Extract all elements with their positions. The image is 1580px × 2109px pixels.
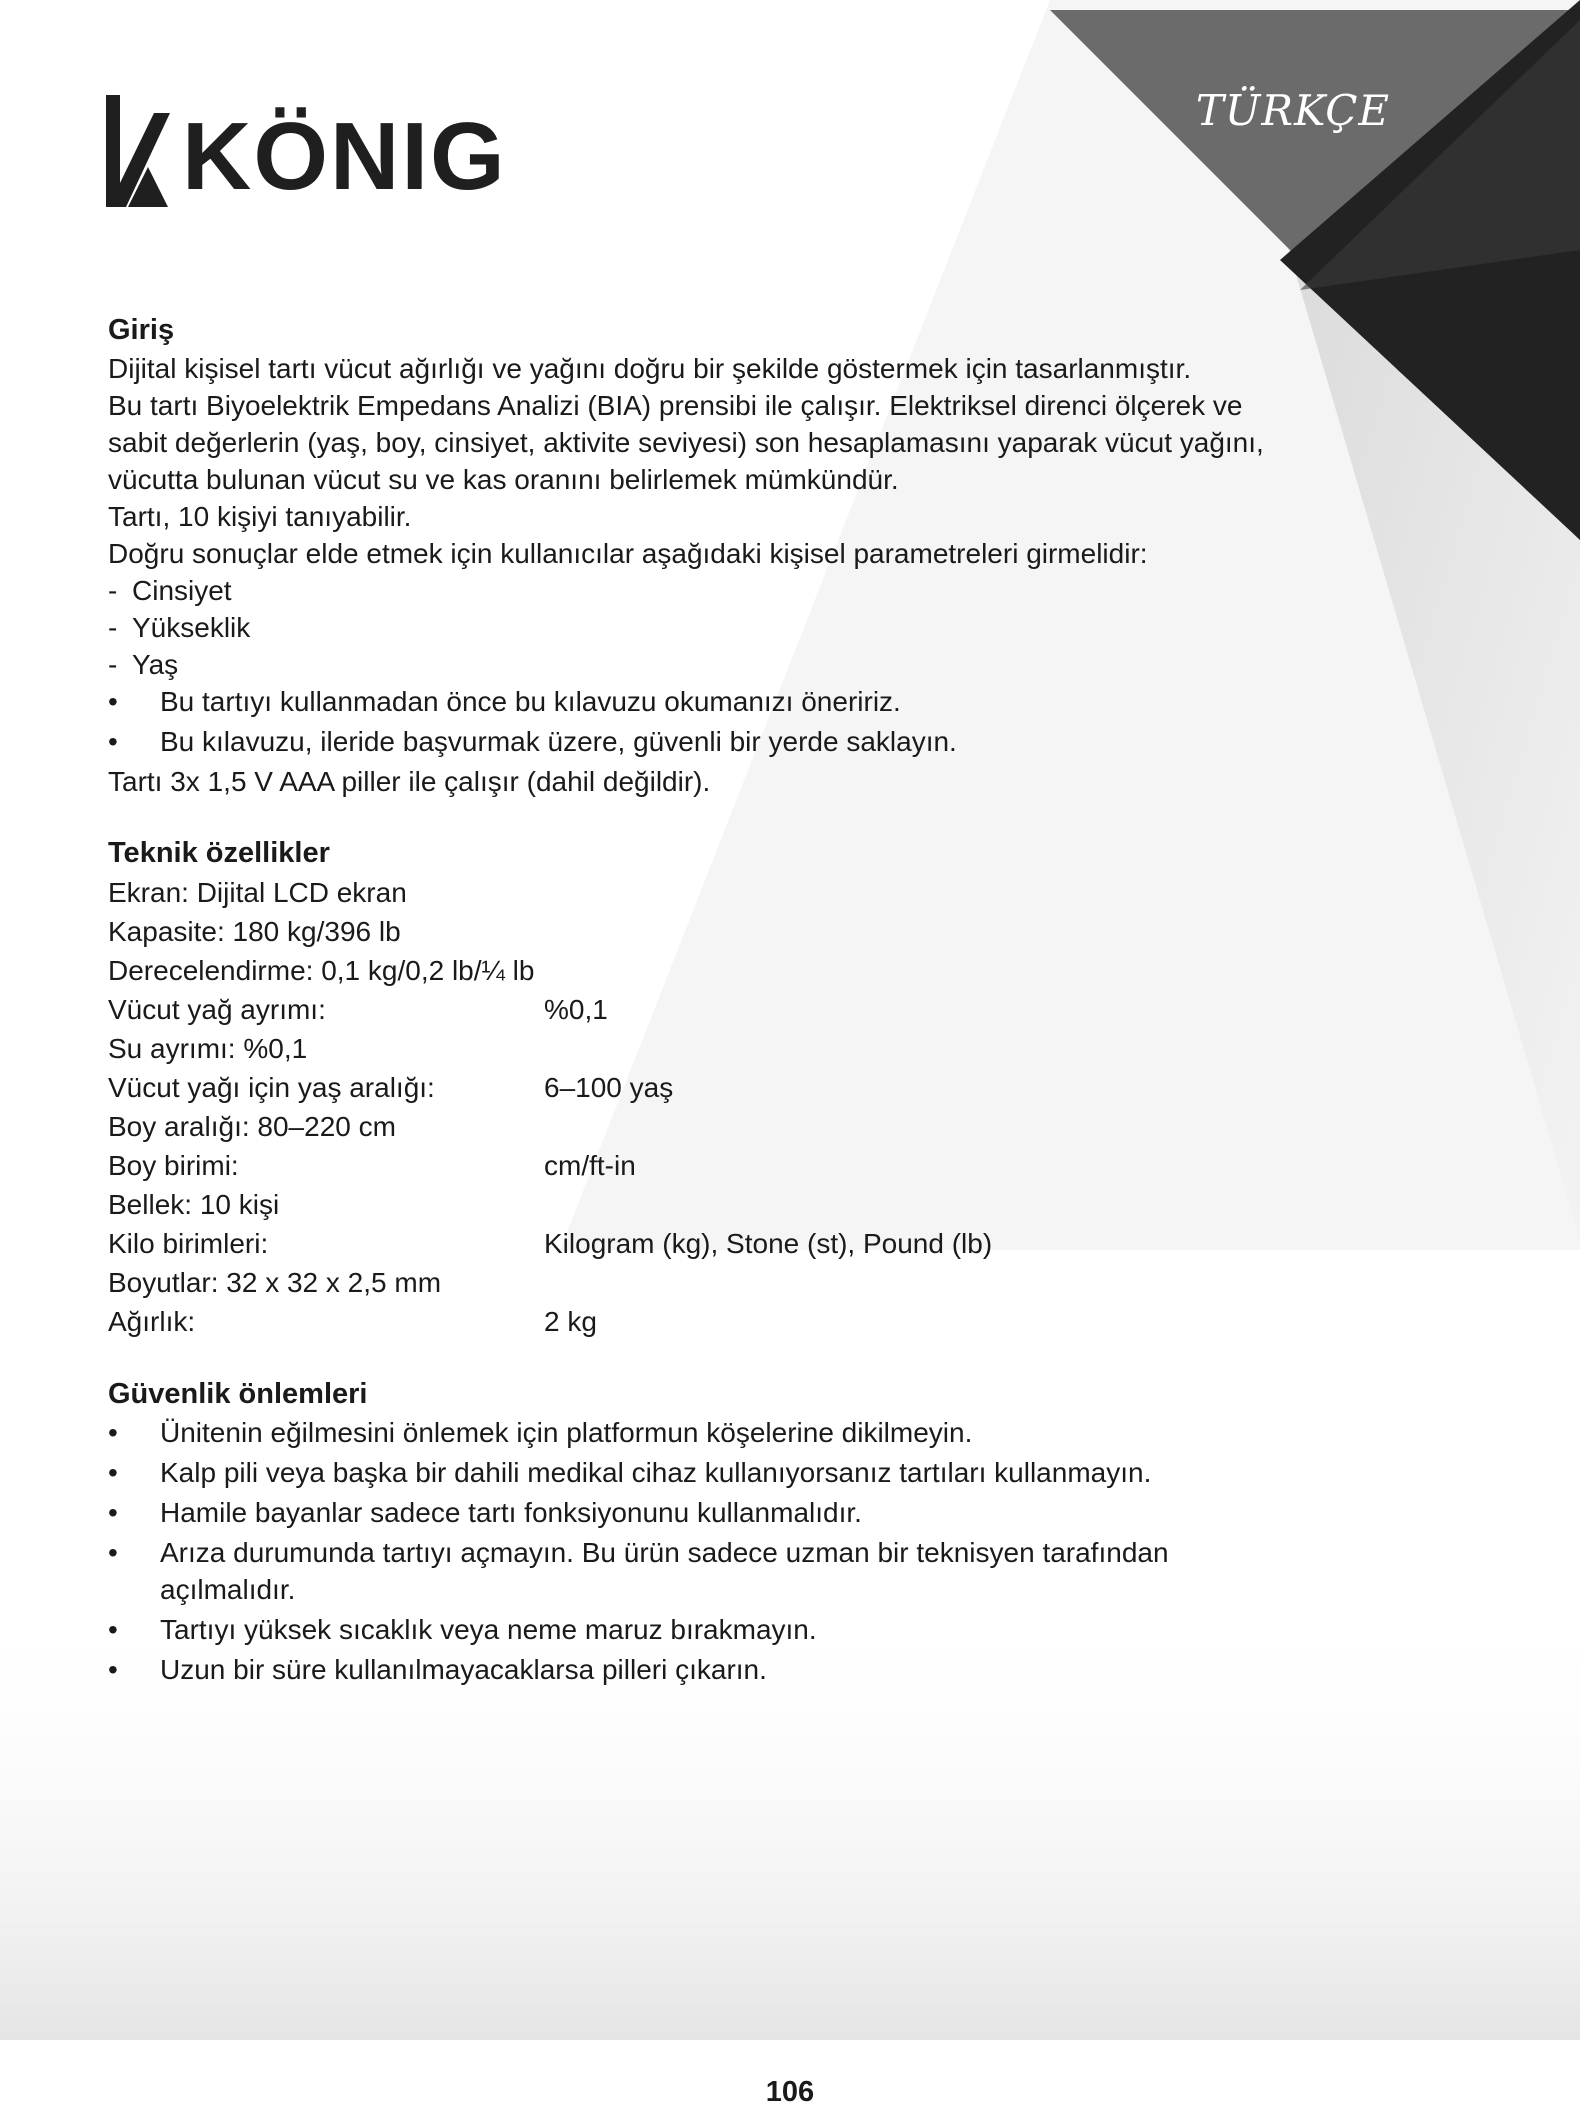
konig-logo bbox=[106, 95, 546, 210]
page-number: 106 bbox=[765, 2076, 815, 2108]
safety-item: • Kalp pili veya başka bir dahili medikal cihaz kullanıyorsanız tartıları kullanmayın. bbox=[108, 1454, 1328, 1491]
param-item: - Yükseklik bbox=[108, 612, 251, 643]
spec-row: Kilo birimleri: Kilogram (kg), Stone (st), Pound (lb) bbox=[108, 1228, 993, 1259]
language-label: TÜRKÇE bbox=[1195, 86, 1390, 135]
spec-row: Boy aralığı: 80–220 cm bbox=[108, 1111, 396, 1142]
spec-row: Vücut yağ ayrımı: %0,1 bbox=[108, 994, 608, 1025]
bullet-icon: • bbox=[108, 1537, 118, 1568]
intro-heading: Giriş bbox=[108, 314, 175, 346]
spec-row: Boyutlar: 32 x 32 x 2,5 mm bbox=[108, 1267, 442, 1298]
intro-bullet: • Bu tartıyı kullanmadan önce bu kılavuzu okumanızı öneririz. bbox=[108, 683, 1328, 720]
param-item: - Yaş bbox=[108, 649, 179, 680]
specs-heading: Teknik özellikler bbox=[108, 837, 330, 869]
page-content bbox=[108, 310, 1328, 1691]
battery-note: Tartı 3x 1,5 V AAA piller ile çalışır (dahil değildir). bbox=[108, 766, 711, 797]
safety-section bbox=[108, 1374, 1328, 1688]
bullet-icon: • bbox=[108, 726, 118, 757]
spec-row: Kapasite: 180 kg/396 lb bbox=[108, 916, 401, 947]
safety-item: • Arıza durumunda tartıyı açmayın. Bu ürün sadece uzman bir teknisyen tarafından açılmalıdır. bbox=[108, 1534, 1328, 1608]
param-item: - Cinsiyet bbox=[108, 575, 232, 606]
bullet-icon: • bbox=[108, 1654, 118, 1685]
safety-heading: Güvenlik önlemleri bbox=[108, 1378, 368, 1410]
safety-item: • Tartıyı yüksek sıcaklık veya neme maruz bırakmayın. bbox=[108, 1611, 1328, 1648]
safety-item: • Ünitenin eğilmesini önlemek için platformun köşelerine dikilmeyin. bbox=[108, 1414, 1328, 1451]
spec-row: Ekran: Dijital LCD ekran bbox=[108, 877, 407, 908]
specs-section bbox=[108, 833, 1328, 1341]
spec-row: Su ayrımı: %0,1 bbox=[108, 1033, 308, 1064]
spec-row: Ağırlık: 2 kg bbox=[108, 1306, 597, 1337]
spec-row: Vücut yağı için yaş aralığı: 6–100 yaş bbox=[108, 1072, 674, 1103]
intro-section bbox=[108, 310, 1328, 800]
bullet-icon: • bbox=[108, 1497, 118, 1528]
bullet-icon: • bbox=[108, 1614, 118, 1645]
spec-row: Derecelendirme: 0,1 kg/0,2 lb/¼ lb bbox=[108, 955, 535, 986]
spec-row: Boy birimi: cm/ft-in bbox=[108, 1150, 636, 1181]
safety-item: • Hamile bayanlar sadece tartı fonksiyonunu kullanmalıdır. bbox=[108, 1494, 1328, 1531]
intro-bullet: • Bu kılavuzu, ileride başvurmak üzere, güvenli bir yerde saklayın. bbox=[108, 723, 1328, 760]
intro-line: Dijital kişisel tartı vücut ağırlığı ve yağını doğru bir şekilde göstermek için tasarlanmıştır. bbox=[108, 353, 1192, 384]
intro-line: Tartı, 10 kişiyi tanıyabilir. bbox=[108, 501, 412, 532]
spec-row: Bellek: 10 kişi bbox=[108, 1189, 280, 1220]
intro-line: Doğru sonuçlar elde etmek için kullanıcılar aşağıdaki kişisel parametreleri girmelidir: bbox=[108, 538, 1148, 569]
bullet-icon: • bbox=[108, 1457, 118, 1488]
bullet-icon: • bbox=[108, 1417, 118, 1448]
intro-line: Bu tartı Biyoelektrik Empedans Analizi (BIA) prensibi ile çalışır. Elektriksel direnci ölçerek ve bbox=[108, 390, 1243, 421]
safety-item: • Uzun bir süre kullanılmayacaklarsa pilleri çıkarın. bbox=[108, 1651, 1328, 1688]
brand-wordmark: KÖNIG bbox=[182, 103, 507, 210]
intro-line: sabit değerlerin (yaş, boy, cinsiyet, aktivite seviyesi) son hesaplamasını yaparak vücut yağını, bbox=[108, 427, 1264, 458]
intro-line: vücutta bulunan vücut su ve kas oranını belirlemek mümkündür. bbox=[108, 464, 899, 495]
bullet-icon: • bbox=[108, 686, 118, 717]
